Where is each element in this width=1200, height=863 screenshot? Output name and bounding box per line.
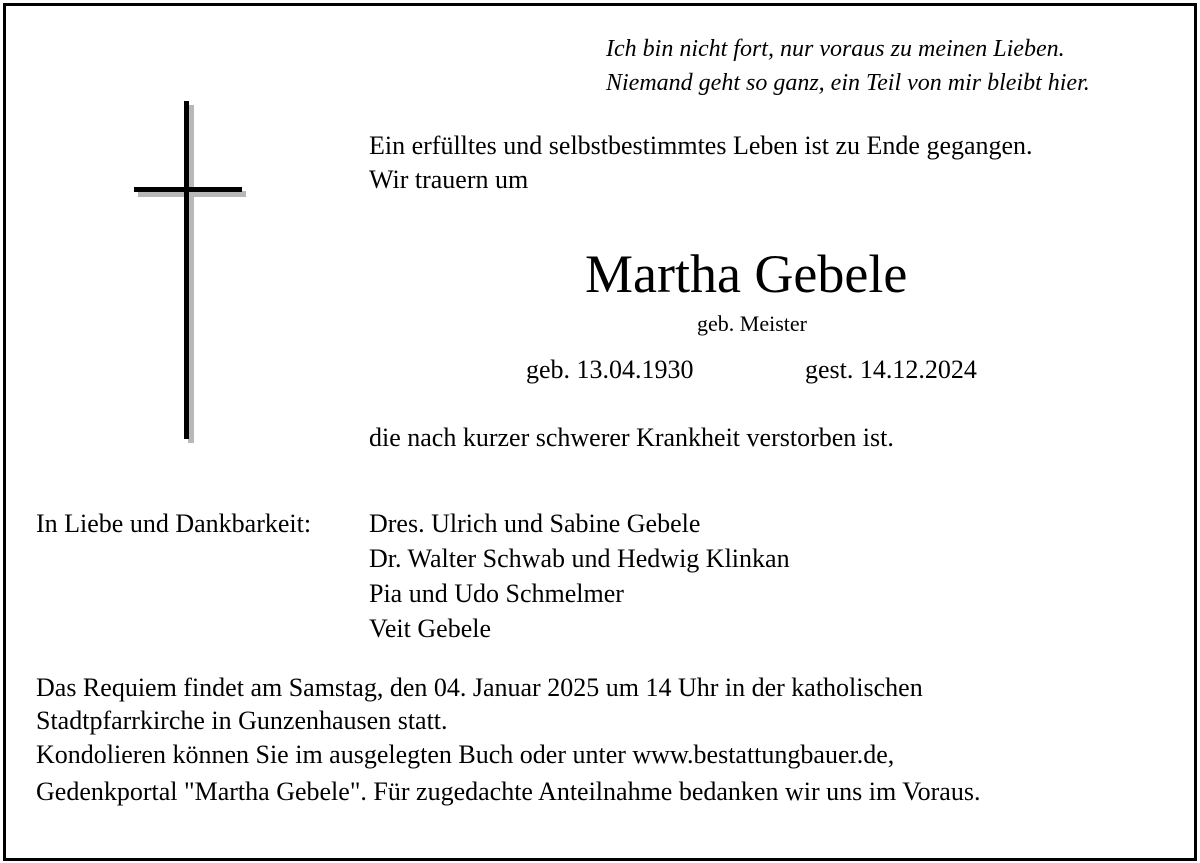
mourner-name: Veit Gebele <box>369 614 492 643</box>
mourner-name: Dres. Ulrich und Sabine Gebele <box>369 509 701 538</box>
notice-line-1: Das Requiem findet am Samstag, den 04. Januar 2025 um 14 Uhr in der katholischen <box>36 673 923 702</box>
mourner-name: Dr. Walter Schwab und Hedwig Klinkan <box>369 544 790 573</box>
notice-line-3: Kondolieren können Sie im ausgelegten Buch oder unter www.bestattungbauer.de, <box>36 740 895 769</box>
notice-line-4: Gedenkportal "Martha Gebele". Für zugedachte Anteilnahme bedanken wir uns im Voraus. <box>36 777 981 806</box>
birth-date: geb. 13.04.1930 <box>526 355 694 384</box>
closing-line: die nach kurzer schwerer Krankheit verstorben ist. <box>369 423 894 452</box>
death-date: gest. 14.12.2024 <box>805 355 977 384</box>
intro-line-2: Wir trauern um <box>369 165 529 194</box>
motto-line-2: Niemand geht so ganz, ein Teil von mir bleibt hier. <box>606 70 1090 96</box>
deceased-name: Martha Gebele <box>585 244 908 304</box>
maiden-name: geb. Meister <box>697 311 807 336</box>
mourners-label: In Liebe und Dankbarkeit: <box>36 509 312 538</box>
intro-line-1: Ein erfülltes und selbstbestimmtes Leben ist zu Ende gegangen. <box>369 131 1033 160</box>
mourner-name: Pia und Udo Schmelmer <box>369 579 624 608</box>
motto-line-1: Ich bin nicht fort, nur voraus zu meinen Lieben. <box>606 36 1065 62</box>
notice-line-2: Stadtpfarrkirche in Gunzenhausen statt. <box>36 706 448 735</box>
